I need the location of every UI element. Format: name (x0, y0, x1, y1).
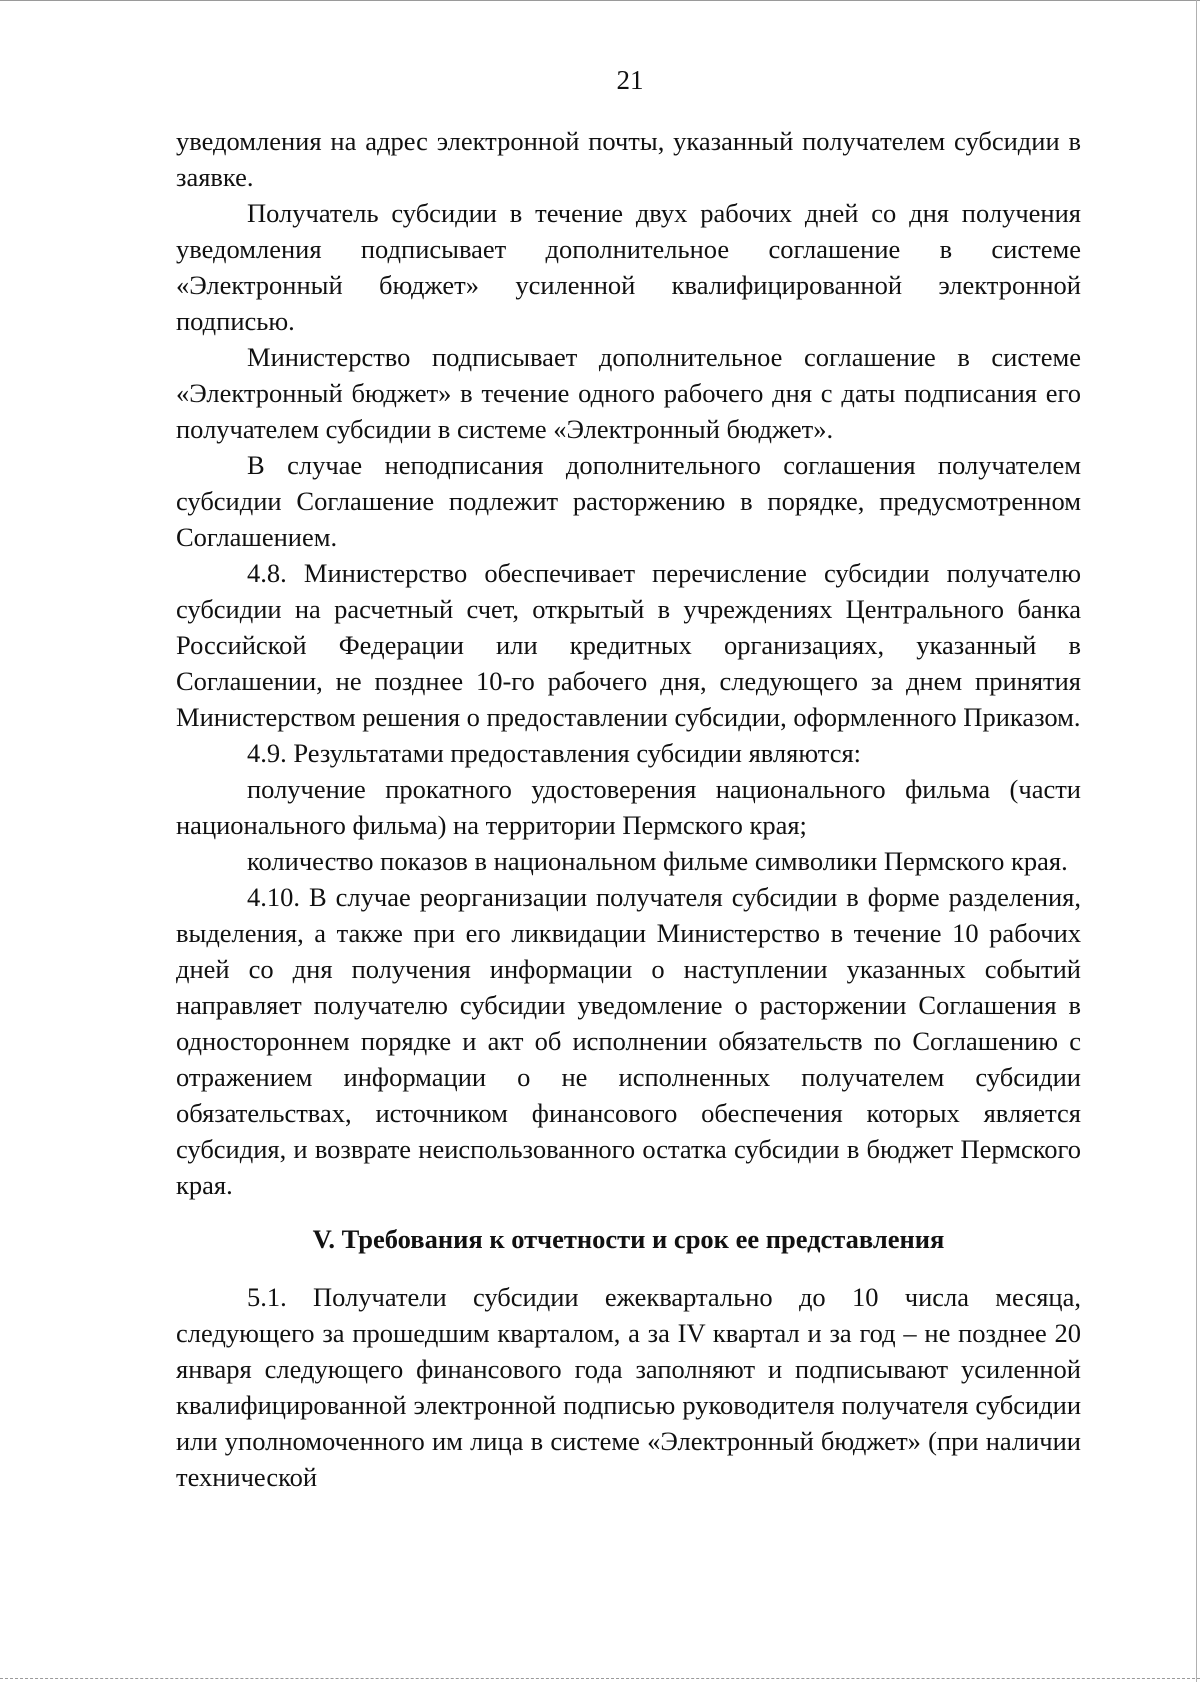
paragraph-4-9-result-1: получение прокатного удостоверения национального фильма (части национального фильма) на территории Пермского края; (176, 774, 1081, 840)
paragraph-4-9-result-2: количество показов в национальном фильме символики Пермского края. (247, 846, 1068, 876)
scan-border-top (0, 0, 1200, 1)
document-body (176, 123, 1081, 1495)
scan-border-bottom (0, 1678, 1200, 1679)
paragraph-4-10: 4.10. В случае реорганизации получателя субсидии в форме разделения, выделения, а также при его ликвидации Министерство в течение 10 рабочих дней со дня получения информации о наступлении указанных событий направляет получателю субсидии уведомление о расторжении Соглашения в одностороннем порядке и акт об исполнении обязательств по Соглашению с отражением информации о не исполненных получателем субсидии обязательствах, источником финансового обеспечения которых является субсидия, и возврате неиспользованного остатка субсидии в бюджет Пермского края. (176, 882, 1081, 1200)
page-number: 21 (616, 65, 644, 95)
paragraph-non-signing: В случае неподписания дополнительного соглашения получателем субсидии Соглашение подлежит расторжению в порядке, предусмотренном Соглашением. (176, 450, 1081, 552)
paragraph-4-8: 4.8. Министерство обеспечивает перечисление субсидии получателю субсидии на расчетный счет, открытый в учреждениях Центрального банка Российской Федерации или кредитных организациях, указанный в Соглашении, не позднее 10-го рабочего дня, следующего за днем принятия Министерством решения о предоставлении субсидии, оформленного Приказом. (176, 558, 1081, 732)
paragraph-signing-recipient: Получатель субсидии в течение двух рабочих дней со дня получения уведомления подписывает дополнительное соглашение в системе «Электронный бюджет» усиленной квалифицированной электронной подписью. (176, 198, 1081, 336)
scan-border-right (1196, 0, 1197, 1682)
paragraph-4-9: 4.9. Результатами предоставления субсидии являются: (247, 738, 862, 768)
paragraph-5-1: 5.1. Получатели субсидии ежеквартально до 10 числа месяца, следующего за прошедшим кварталом, а за IV квартал и за год – не позднее 20 января следующего финансового года заполняют и подписывают усиленной квалифицированной электронной подписью руководителя получателя субсидии или уполномоченного им лица в системе «Электронный бюджет» (при наличии технической (176, 1282, 1081, 1492)
paragraph-continuation: уведомления на адрес электронной почты, указанный получателем субсидии в заявке. (176, 126, 1081, 192)
paragraph-signing-ministry: Министерство подписывает дополнительное соглашение в системе «Электронный бюджет» в течение одного рабочего дня с даты подписания его получателем субсидии в системе «Электронный бюджет». (176, 342, 1081, 444)
section-5-heading: V. Требования к отчетности и срок ее представления (312, 1224, 945, 1254)
